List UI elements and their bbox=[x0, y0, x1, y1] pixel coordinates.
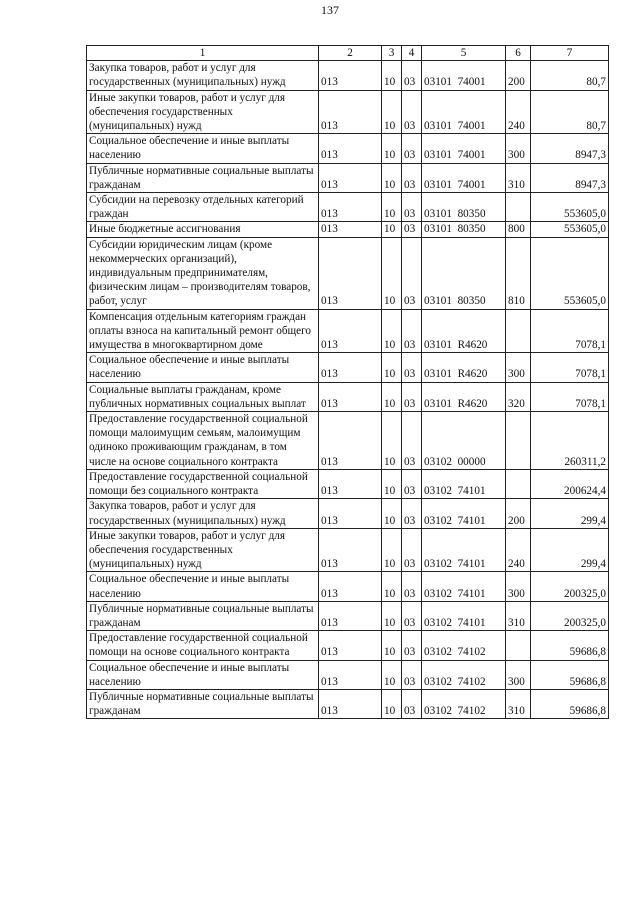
row-amount: 7078,1 bbox=[531, 353, 609, 382]
row-code-2: 013 bbox=[319, 528, 382, 572]
row-code-5: 03102 74101 bbox=[422, 572, 506, 601]
row-code-5: 03101 74001 bbox=[422, 61, 506, 90]
row-code-3: 10 bbox=[382, 572, 402, 601]
header-col-1: 1 bbox=[87, 46, 319, 61]
row-code-2: 013 bbox=[319, 134, 382, 163]
row-name: Предоставление государственной социальной помощи малоимущим семьям, малоимущим одиноко проживающим гражданам, в том числе на основе социального контракта bbox=[87, 412, 319, 470]
table-row bbox=[87, 309, 609, 353]
row-code-6: 300 bbox=[506, 572, 531, 601]
row-code-3: 10 bbox=[382, 382, 402, 411]
row-code-2: 013 bbox=[319, 237, 382, 309]
table-row bbox=[87, 237, 609, 309]
row-code-2: 013 bbox=[319, 469, 382, 498]
table-row bbox=[87, 660, 609, 689]
row-amount: 59686,8 bbox=[531, 631, 609, 660]
row-code-6 bbox=[506, 412, 531, 470]
row-amount: 200624,4 bbox=[531, 469, 609, 498]
row-code-5: 03102 00000 bbox=[422, 412, 506, 470]
row-code-4: 03 bbox=[402, 61, 422, 90]
row-code-6 bbox=[506, 309, 531, 353]
row-code-3: 10 bbox=[382, 412, 402, 470]
row-code-6: 300 bbox=[506, 660, 531, 689]
row-code-3: 10 bbox=[382, 469, 402, 498]
row-code-2: 013 bbox=[319, 309, 382, 353]
row-code-5: 03101 74001 bbox=[422, 134, 506, 163]
row-code-6 bbox=[506, 469, 531, 498]
header-col-7: 7 bbox=[531, 46, 609, 61]
row-code-3: 10 bbox=[382, 660, 402, 689]
row-amount: 80,7 bbox=[531, 90, 609, 134]
row-code-4: 03 bbox=[402, 601, 422, 630]
row-name: Предоставление государственной социальной помощи на основе социального контракта bbox=[87, 631, 319, 660]
row-code-6: 800 bbox=[506, 222, 531, 237]
row-code-4: 03 bbox=[402, 572, 422, 601]
row-code-5: 03102 74102 bbox=[422, 660, 506, 689]
row-amount: 553605,0 bbox=[531, 222, 609, 237]
budget-table bbox=[86, 45, 609, 719]
table-row bbox=[87, 193, 609, 222]
row-code-2: 013 bbox=[319, 163, 382, 192]
row-code-3: 10 bbox=[382, 353, 402, 382]
row-code-6 bbox=[506, 631, 531, 660]
row-code-4: 03 bbox=[402, 237, 422, 309]
row-code-3: 10 bbox=[382, 309, 402, 353]
row-code-2: 013 bbox=[319, 572, 382, 601]
row-code-6: 300 bbox=[506, 134, 531, 163]
table-row bbox=[87, 528, 609, 572]
row-name: Публичные нормативные социальные выплаты гражданам bbox=[87, 163, 319, 192]
row-name: Публичные нормативные социальные выплаты гражданам bbox=[87, 601, 319, 630]
row-code-2: 013 bbox=[319, 382, 382, 411]
row-code-4: 03 bbox=[402, 134, 422, 163]
row-code-3: 10 bbox=[382, 61, 402, 90]
row-code-4: 03 bbox=[402, 689, 422, 718]
row-amount: 59686,8 bbox=[531, 689, 609, 718]
row-code-4: 03 bbox=[402, 382, 422, 411]
row-code-4: 03 bbox=[402, 309, 422, 353]
row-name: Социальное обеспечение и иные выплаты населению bbox=[87, 353, 319, 382]
row-code-2: 013 bbox=[319, 61, 382, 90]
row-name: Социальное обеспечение и иные выплаты населению bbox=[87, 572, 319, 601]
row-code-3: 10 bbox=[382, 134, 402, 163]
header-col-5: 5 bbox=[422, 46, 506, 61]
row-code-5: 03101 74001 bbox=[422, 163, 506, 192]
row-code-3: 10 bbox=[382, 90, 402, 134]
row-amount: 299,4 bbox=[531, 528, 609, 572]
row-name: Предоставление государственной социальной помощи без социального контракта bbox=[87, 469, 319, 498]
row-code-5: 03102 74101 bbox=[422, 469, 506, 498]
row-amount: 80,7 bbox=[531, 61, 609, 90]
row-code-6: 200 bbox=[506, 499, 531, 528]
row-code-6: 200 bbox=[506, 61, 531, 90]
row-amount: 59686,8 bbox=[531, 660, 609, 689]
row-code-5: 03102 74102 bbox=[422, 631, 506, 660]
row-name: Социальное обеспечение и иные выплаты населению bbox=[87, 660, 319, 689]
row-code-6 bbox=[506, 193, 531, 222]
row-code-2: 013 bbox=[319, 222, 382, 237]
row-name: Иные закупки товаров, работ и услуг для обеспечения государственных (муниципальных) нужд bbox=[87, 528, 319, 572]
row-code-4: 03 bbox=[402, 222, 422, 237]
row-code-6: 240 bbox=[506, 528, 531, 572]
row-code-6: 320 bbox=[506, 382, 531, 411]
table-row bbox=[87, 222, 609, 237]
row-code-5: 03101 74001 bbox=[422, 90, 506, 134]
row-code-4: 03 bbox=[402, 499, 422, 528]
row-code-3: 10 bbox=[382, 237, 402, 309]
row-amount: 7078,1 bbox=[531, 309, 609, 353]
row-code-3: 10 bbox=[382, 163, 402, 192]
row-name: Публичные нормативные социальные выплаты гражданам bbox=[87, 689, 319, 718]
row-code-6: 810 bbox=[506, 237, 531, 309]
table-row bbox=[87, 163, 609, 192]
row-code-6: 300 bbox=[506, 353, 531, 382]
table-row bbox=[87, 412, 609, 470]
row-code-5: 03101 R4620 bbox=[422, 353, 506, 382]
header-col-4: 4 bbox=[402, 46, 422, 61]
row-code-4: 03 bbox=[402, 631, 422, 660]
table-row bbox=[87, 134, 609, 163]
table-row bbox=[87, 601, 609, 630]
row-code-5: 03101 80350 bbox=[422, 193, 506, 222]
row-code-5: 03101 R4620 bbox=[422, 382, 506, 411]
table-body bbox=[87, 61, 609, 719]
row-code-3: 10 bbox=[382, 193, 402, 222]
row-name: Иные бюджетные ассигнования bbox=[87, 222, 319, 237]
row-amount: 553605,0 bbox=[531, 237, 609, 309]
row-code-5: 03102 74101 bbox=[422, 601, 506, 630]
table-row bbox=[87, 382, 609, 411]
table-row bbox=[87, 90, 609, 134]
row-name: Субсидии на перевозку отдельных категорий граждан bbox=[87, 193, 319, 222]
header-col-3: 3 bbox=[382, 46, 402, 61]
row-code-4: 03 bbox=[402, 528, 422, 572]
row-code-4: 03 bbox=[402, 193, 422, 222]
row-code-2: 013 bbox=[319, 412, 382, 470]
row-code-3: 10 bbox=[382, 689, 402, 718]
row-name: Закупка товаров, работ и услуг для государственных (муниципальных) нужд bbox=[87, 61, 319, 90]
row-code-6: 310 bbox=[506, 601, 531, 630]
row-code-5: 03102 74101 bbox=[422, 499, 506, 528]
row-code-3: 10 bbox=[382, 601, 402, 630]
row-code-6: 310 bbox=[506, 689, 531, 718]
row-code-2: 013 bbox=[319, 193, 382, 222]
table-row bbox=[87, 499, 609, 528]
row-name: Закупка товаров, работ и услуг для государственных (муниципальных) нужд bbox=[87, 499, 319, 528]
row-code-2: 013 bbox=[319, 90, 382, 134]
row-name: Социальные выплаты гражданам, кроме публичных нормативных социальных выплат bbox=[87, 382, 319, 411]
row-code-5: 03101 80350 bbox=[422, 237, 506, 309]
row-code-3: 10 bbox=[382, 631, 402, 660]
row-amount: 553605,0 bbox=[531, 193, 609, 222]
row-code-2: 013 bbox=[319, 660, 382, 689]
row-code-6: 310 bbox=[506, 163, 531, 192]
row-code-4: 03 bbox=[402, 412, 422, 470]
row-amount: 7078,1 bbox=[531, 382, 609, 411]
header-col-6: 6 bbox=[506, 46, 531, 61]
table-row bbox=[87, 689, 609, 718]
row-code-4: 03 bbox=[402, 353, 422, 382]
table-row bbox=[87, 572, 609, 601]
row-code-2: 013 bbox=[319, 601, 382, 630]
row-code-3: 10 bbox=[382, 499, 402, 528]
row-code-3: 10 bbox=[382, 528, 402, 572]
row-name: Компенсация отдельным категориям граждан оплаты взноса на капитальный ремонт общего имущества в многоквартирном доме bbox=[87, 309, 319, 353]
row-code-5: 03102 74102 bbox=[422, 689, 506, 718]
row-amount: 8947,3 bbox=[531, 163, 609, 192]
row-code-4: 03 bbox=[402, 90, 422, 134]
page-number: 137 bbox=[321, 3, 339, 17]
row-code-4: 03 bbox=[402, 163, 422, 192]
row-name: Иные закупки товаров, работ и услуг для обеспечения государственных (муниципальных) нужд bbox=[87, 90, 319, 134]
row-amount: 260311,2 bbox=[531, 412, 609, 470]
row-amount: 8947,3 bbox=[531, 134, 609, 163]
table-row bbox=[87, 61, 609, 90]
header-col-2: 2 bbox=[319, 46, 382, 61]
row-amount: 200325,0 bbox=[531, 572, 609, 601]
row-name: Субсидии юридическим лицам (кроме некоммерческих организаций), индивидуальным предпринимателям, физическим лицам – производителям товаров, работ, услуг bbox=[87, 237, 319, 309]
table-row bbox=[87, 631, 609, 660]
row-code-4: 03 bbox=[402, 469, 422, 498]
row-amount: 200325,0 bbox=[531, 601, 609, 630]
row-code-2: 013 bbox=[319, 689, 382, 718]
row-code-3: 10 bbox=[382, 222, 402, 237]
row-code-4: 03 bbox=[402, 660, 422, 689]
row-code-5: 03101 80350 bbox=[422, 222, 506, 237]
row-name: Социальное обеспечение и иные выплаты населению bbox=[87, 134, 319, 163]
row-code-2: 013 bbox=[319, 353, 382, 382]
header-row bbox=[87, 46, 609, 61]
row-code-2: 013 bbox=[319, 499, 382, 528]
row-code-5: 03102 74101 bbox=[422, 528, 506, 572]
table-row bbox=[87, 353, 609, 382]
table-row bbox=[87, 469, 609, 498]
row-code-5: 03101 R4620 bbox=[422, 309, 506, 353]
row-amount: 299,4 bbox=[531, 499, 609, 528]
row-code-2: 013 bbox=[319, 631, 382, 660]
row-code-6: 240 bbox=[506, 90, 531, 134]
